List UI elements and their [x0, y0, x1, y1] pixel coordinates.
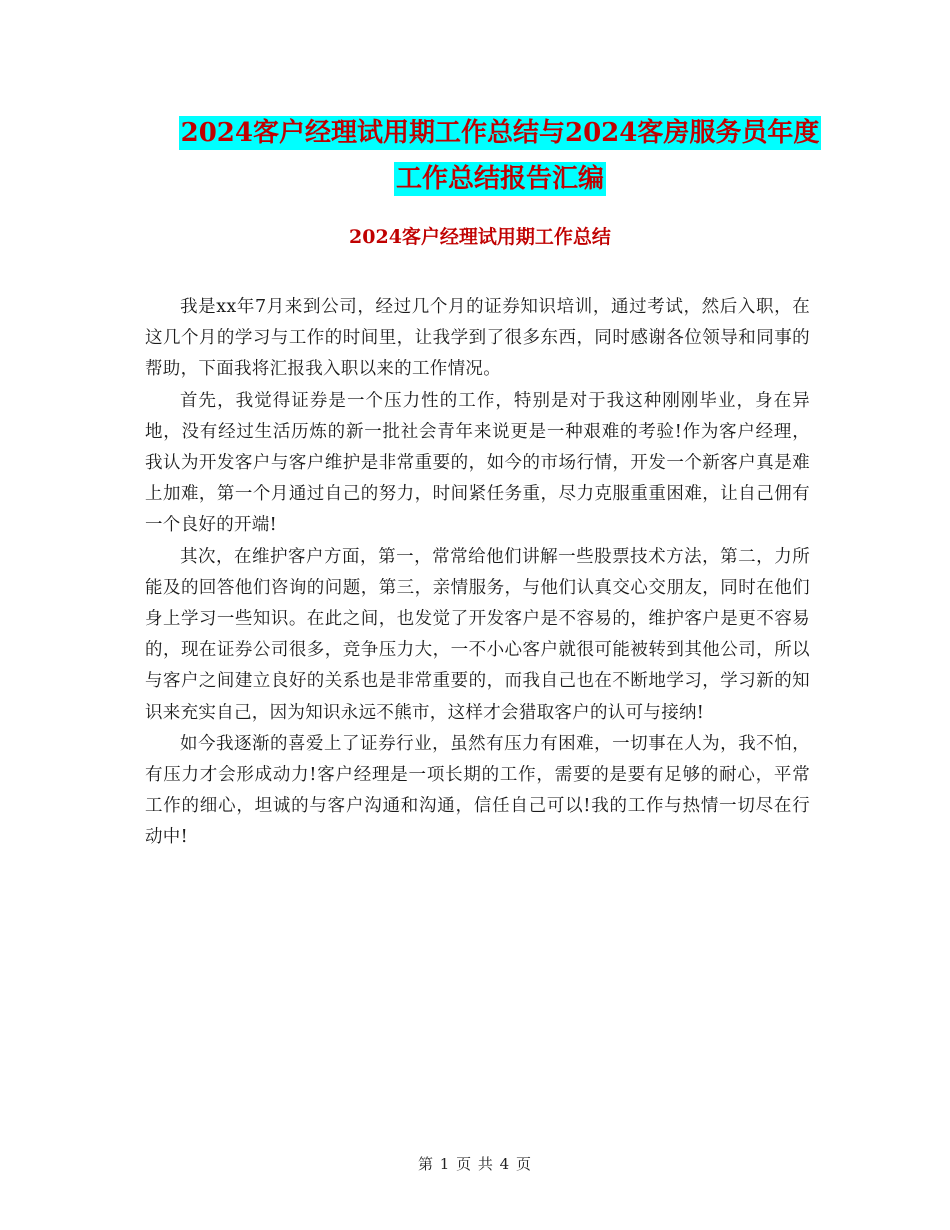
- paragraph-1: 我是xx年7月来到公司，经过几个月的证券知识培训，通过考试，然后入职，在这几个月的学习与工作的时间里，让我学到了很多东西，同时感谢各位领导和同事的帮助，下面我将汇报我入职以来的工作情况。: [145, 297, 810, 380]
- document-title: [130, 110, 870, 202]
- document-title-line-2: 工作总结报告汇编: [395, 164, 604, 194]
- paragraph-4: 如今我逐渐的喜爱上了证券行业，虽然有压力有困难，一切事在人为，我不怕，有压力才会形成动力!客户经理是一项长期的工作，需要的是要有足够的耐心，平常工作的细心，坦诚的与客户沟通和沟通，信任自己可以!我的工作与热情一切尽在行动中!: [145, 733, 810, 848]
- page-footer: 第 1 页 共 4 页: [418, 1155, 532, 1173]
- section-title: 2024客户经理试用期工作总结: [349, 226, 611, 248]
- document-title-line-1: 2024客户经理试用期工作总结与2024客房服务员年度: [180, 118, 820, 148]
- document-body: [145, 292, 810, 854]
- paragraph-3: 其次，在维护客户方面，第一，常常给他们讲解一些股票技术方法，第二，力所能及的回答他们咨询的问题，第三，亲情服务，与他们认真交心交朋友，同时在他们身上学习一些知识。在此之间，也发觉了开发客户是不容易的，维护客户是更不容易的，现在证券公司很多，竞争压力大，一不小心客户就很可能被转到其他公司，所以与客户之间建立良好的关系也是非常重要的，而我自己也在不断地学习，学习新的知识来充实自己，因为知识永远不熊市，这样才会猎取客户的认可与接纳!: [145, 546, 810, 723]
- paragraph-2: 首先，我觉得证券是一个压力性的工作，特别是对于我这种刚刚毕业，身在异地，没有经过生活历炼的新一批社会青年来说更是一种艰难的考验!作为客户经理，我认为开发客户与客户维护是非常重要的，如今的市场行情，开发一个新客户真是难上加难，第一个月通过自己的努力，时间紧任务重，尽力克服重重困难，让自己佣有一个良好的开端!: [145, 390, 810, 536]
